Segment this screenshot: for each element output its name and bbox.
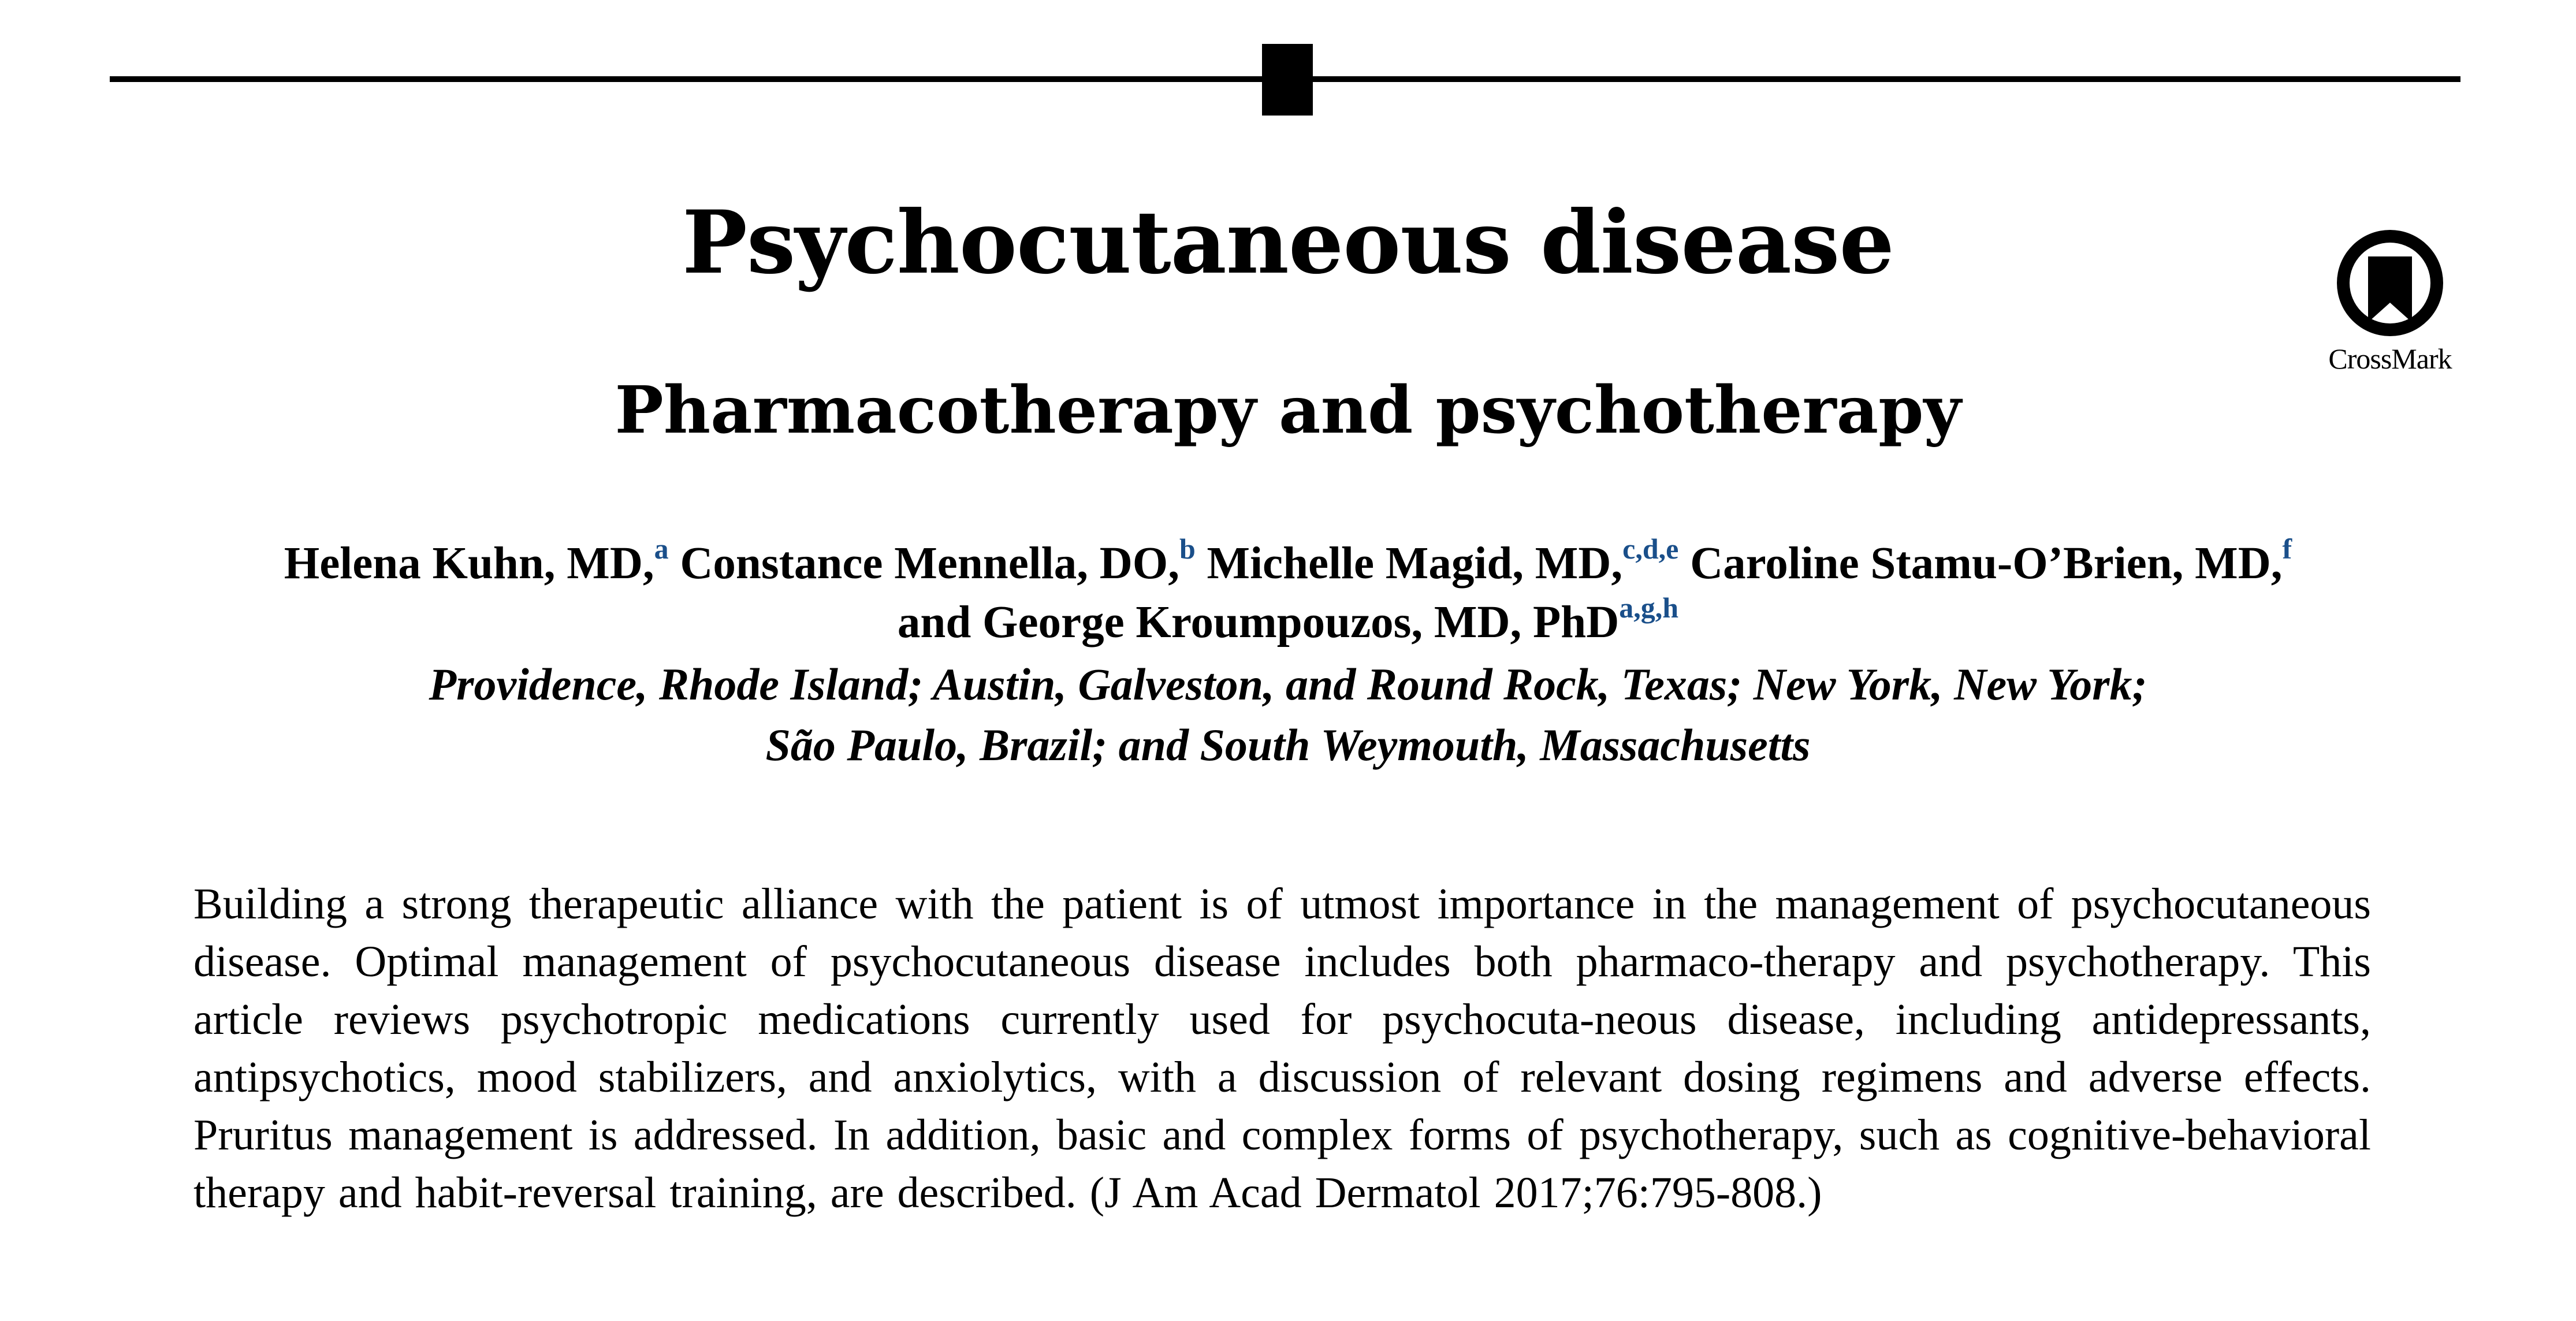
author-name: Michelle Magid, MD, [1207, 538, 1623, 589]
crossmark-icon [2332, 225, 2448, 341]
author-affiliation-marker[interactable]: a [654, 533, 669, 565]
author-list [0, 534, 2576, 652]
author-name: and George Kroumpouzos, MD, PhD [897, 597, 1620, 648]
abstract-text: Building a strong therapeutic alliance with the patient is of utmost importance in the management of psychocutaneous disease. Optimal management of psychocutaneous disease includes both pharmaco-therapy and psychotherapy. This article reviews psychotropic medications currently used for psychocuta-neous disease, including antidepressants, antipsychotics, mood stabilizers, and anxiolytics, with a discussion of relevant dosing regimens and adverse effects. Pruritus management is addressed. In addition, basic and complex forms of psychotherapy, such as cognitive-behavioral therapy and habit-reversal training, are described. [193, 880, 2371, 1217]
author-affiliation-marker[interactable]: c,d,e [1622, 533, 1679, 565]
author-affiliation-marker[interactable]: a,g,h [1619, 591, 1679, 624]
crossmark-label: CrossMark [2328, 343, 2452, 375]
article-subtitle: Pharmacotherapy and psychotherapy [615, 373, 1961, 448]
affiliation-line-2: São Paulo, Brazil; and South Weymouth, Massachusetts [765, 720, 1811, 770]
abstract-paragraph [193, 875, 2371, 1222]
affiliation-line-1: Providence, Rhode Island; Austin, Galveston, and Round Rock, Texas; New York, New York; [429, 659, 2147, 709]
article-title: Psychocutaneous disease [682, 192, 1894, 293]
journal-citation: (J Am Acad Dermatol 2017;76:795-808.) [1089, 1169, 1822, 1217]
top-rule-marker [1262, 44, 1313, 116]
author-affiliation-marker[interactable]: f [2282, 533, 2292, 565]
author-affiliation-marker[interactable]: b [1179, 533, 1196, 565]
crossmark-badge[interactable] [2321, 225, 2459, 381]
author-name: Caroline Stamu-O’Brien, MD, [1690, 538, 2283, 589]
author-name: Constance Mennella, DO, [680, 538, 1179, 589]
affiliation-locations [0, 654, 2576, 775]
author-name: Helena Kuhn, MD, [284, 538, 654, 589]
